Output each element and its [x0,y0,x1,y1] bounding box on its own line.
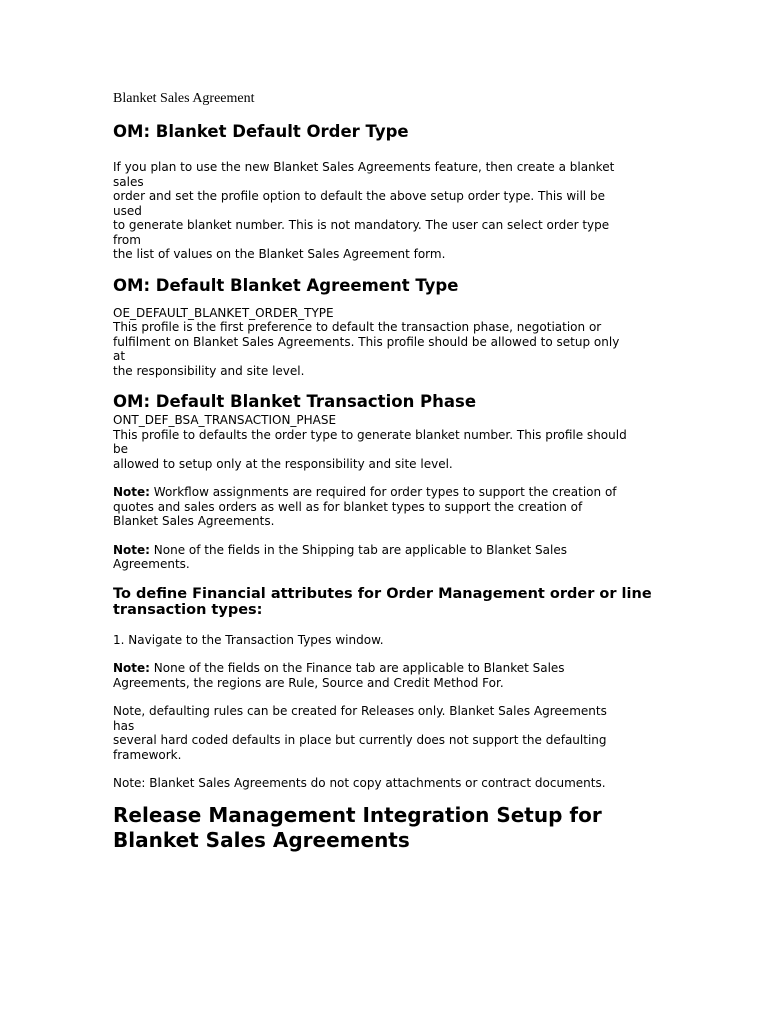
heading-line: transaction types: [113,601,263,618]
paragraph-line: Agreements, the regions are Rule, Source and Credit Method For. [113,675,504,690]
paragraph-line: Note: Blanket Sales Agreements do not copy attachments or contract documents. [113,776,606,790]
paragraph-line [113,661,658,676]
document-page [113,90,658,853]
paragraph-line: fulfilment on Blanket Sales Agreements. This profile should be allowed to setup only [113,334,620,349]
paragraph-attachments [113,776,658,791]
note-workflow-assignments [113,485,658,529]
paragraph-line: This profile is the first preference to default the transaction phase, negotiation or [113,320,602,334]
paragraph-line: be [113,442,128,456]
paragraph-line: 1. Navigate to the Transaction Types window. [113,632,384,647]
profile-code: ONT_DEF_BSA_TRANSACTION_PHASE [113,413,337,427]
paragraph-line [113,543,658,558]
note-text: None of the fields in the Shipping tab are applicable to Blanket Sales [149,542,567,557]
heading-default-blanket-agreement-type: OM: Default Blanket Agreement Type [113,275,459,295]
paragraph-line: the list of values on the Blanket Sales Agreement form. [113,247,446,261]
heading-line: To define Financial attributes for Order Management order or line [113,585,652,602]
heading-line: Release Management Integration Setup for [113,802,602,827]
paragraph-line: quotes and sales orders as well as for blanket types to support the creation of [113,499,583,514]
note-text: None of the fields on the Finance tab are applicable to Blanket Sales [149,661,565,675]
heading-line: Blanket Sales Agreements [113,827,410,852]
step-navigate-transaction-types [113,633,658,648]
paragraph-line: from [113,232,141,247]
heading-financial-attributes [113,586,658,618]
paragraph-blanket-default-order-type [113,160,658,262]
paragraph-default-blanket-transaction-phase [113,413,658,471]
note-label: Note: [113,485,150,499]
paragraph-line: to generate blanket number. This is not mandatory. The user can select order type [113,218,610,232]
paragraph-default-blanket-agreement-type [113,306,658,379]
paragraph-line: allowed to setup only at the responsibility and site level. [113,456,453,471]
paragraph-line: framework. [113,747,182,762]
paragraph-line: If you plan to use the new Blanket Sales Agreements feature, then create a blanket [113,160,615,174]
paragraph-line: sales [113,174,144,189]
note-label: Note: [113,661,150,675]
paragraph-line: Agreements. [113,557,190,571]
heading-default-blanket-transaction-phase: OM: Default Blanket Transaction Phase [113,392,477,411]
paragraph-line: used [113,203,142,218]
heading-blanket-default-order-type: OM: Blanket Default Order Type [113,122,409,141]
note-finance-tab [113,661,658,690]
note-text: Workflow assignments are required for order types to support the creation of [149,485,617,499]
paragraph-line: the responsibility and site level. [113,363,305,378]
paragraph-line: has [113,718,135,733]
paragraph-line: Blanket Sales Agreements. [113,514,275,528]
document-title: Blanket Sales Agreement [113,91,255,106]
paragraph-line: several hard coded defaults in place but currently does not support the defaulting [113,733,607,747]
paragraph-line: at [113,349,126,363]
paragraph-line: Note, defaulting rules can be created for Releases only. Blanket Sales Agreements [113,704,607,718]
paragraph-line [113,485,658,500]
paragraph-line: order and set the profile option to default the above setup order type. This will be [113,189,605,203]
profile-code: OE_DEFAULT_BLANKET_ORDER_TYPE [113,305,334,320]
heading-release-management-integration [113,803,658,853]
note-label: Note: [113,542,150,557]
paragraph-line: This profile to defaults the order type to generate blanket number. This profile should [113,427,627,442]
paragraph-defaulting-rules [113,704,658,762]
note-shipping-tab [113,543,658,572]
